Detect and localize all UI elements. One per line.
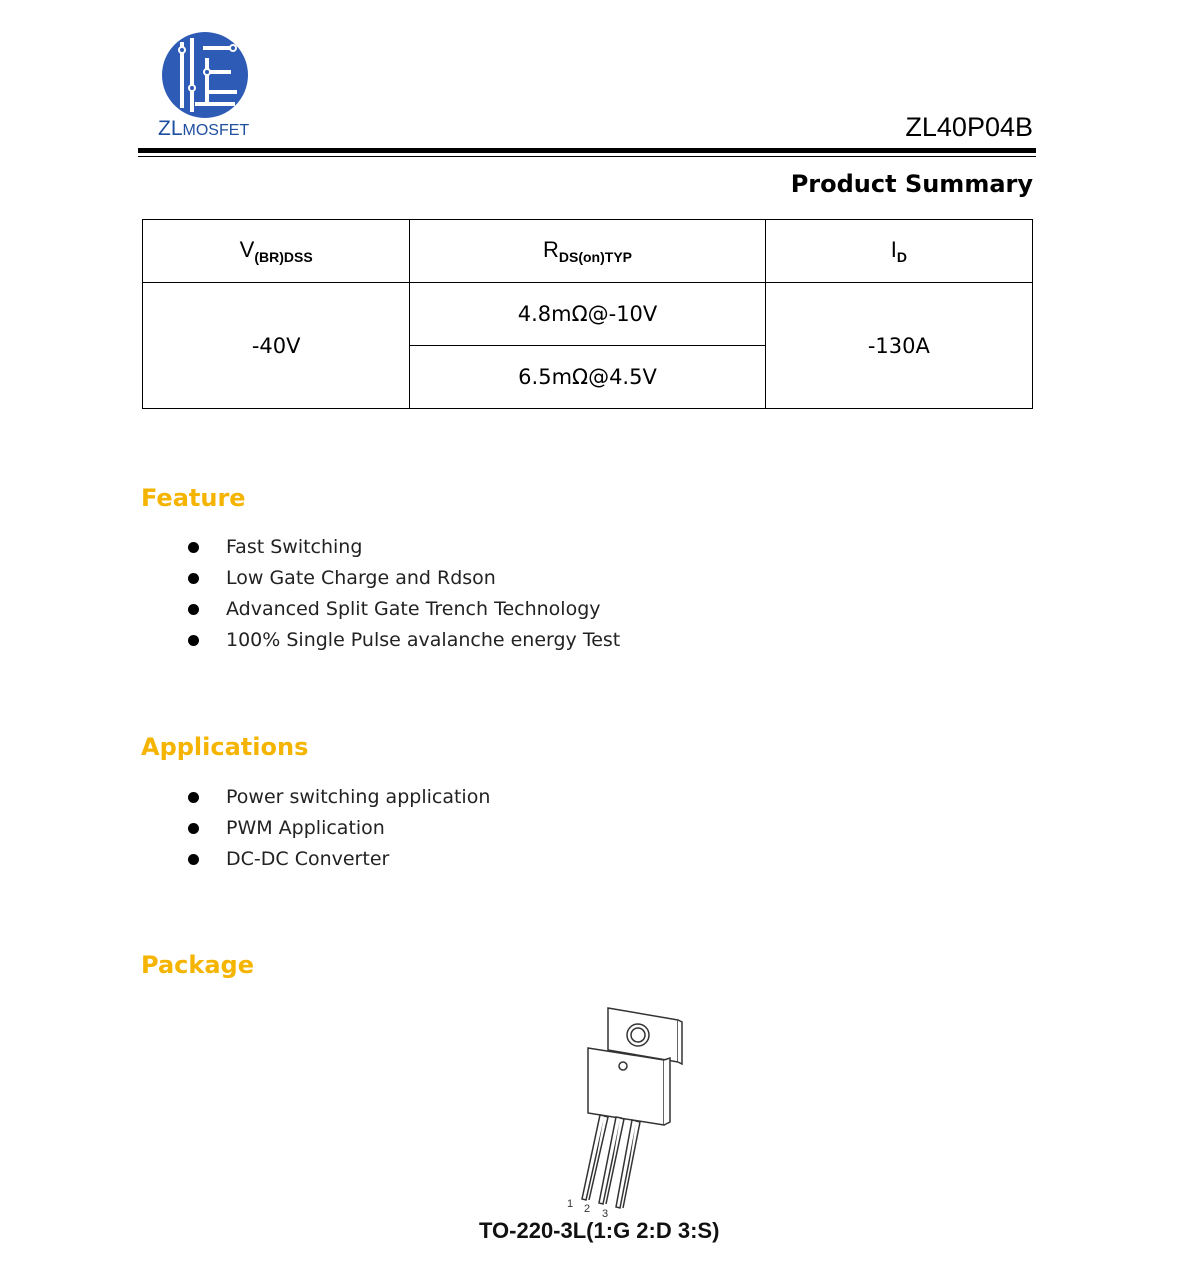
list-item: Fast Switching	[188, 532, 620, 563]
to-220-package-icon	[560, 1000, 690, 1222]
value-rdson-10v: 4.8mΩ@-10V	[410, 283, 765, 346]
value-vbrdss: -40V	[143, 283, 410, 409]
pin-label: 3	[602, 1208, 609, 1220]
value-id: -130A	[765, 283, 1032, 409]
part-number: ZL40P04B	[905, 112, 1033, 142]
header-divider-thin	[138, 156, 1036, 157]
list-item: Power switching application	[188, 782, 490, 813]
brand-name: ZLMOSFET	[158, 117, 250, 140]
list-item: DC-DC Converter	[188, 844, 490, 875]
package-caption: TO-220-3L(1:G 2:D 3:S)	[479, 1218, 720, 1243]
list-item: 100% Single Pulse avalanche energy Test	[188, 625, 620, 656]
product-summary-table	[142, 219, 1033, 409]
feature-title: Feature	[141, 484, 246, 512]
list-item: Advanced Split Gate Trench Technology	[188, 594, 620, 625]
pin-label: 1	[567, 1198, 574, 1210]
applications-title: Applications	[141, 733, 309, 761]
list-item: Low Gate Charge and Rdson	[188, 563, 620, 594]
header-vbrdss: $V_{(BR)DSS}$	[143, 220, 410, 283]
list-item: PWM Application	[188, 813, 490, 844]
header-id: $I_D$	[765, 220, 1032, 283]
package-title: Package	[141, 951, 254, 979]
applications-list	[188, 782, 490, 875]
feature-list	[188, 532, 620, 656]
value-rdson-4v5: 6.5mΩ@4.5V	[410, 346, 765, 409]
summary-title: Product Summary	[790, 170, 1033, 198]
header-divider	[138, 148, 1036, 153]
pin-label: 2	[584, 1203, 591, 1215]
header-rdson: $R_{DS(on)TYP}$	[410, 220, 765, 283]
